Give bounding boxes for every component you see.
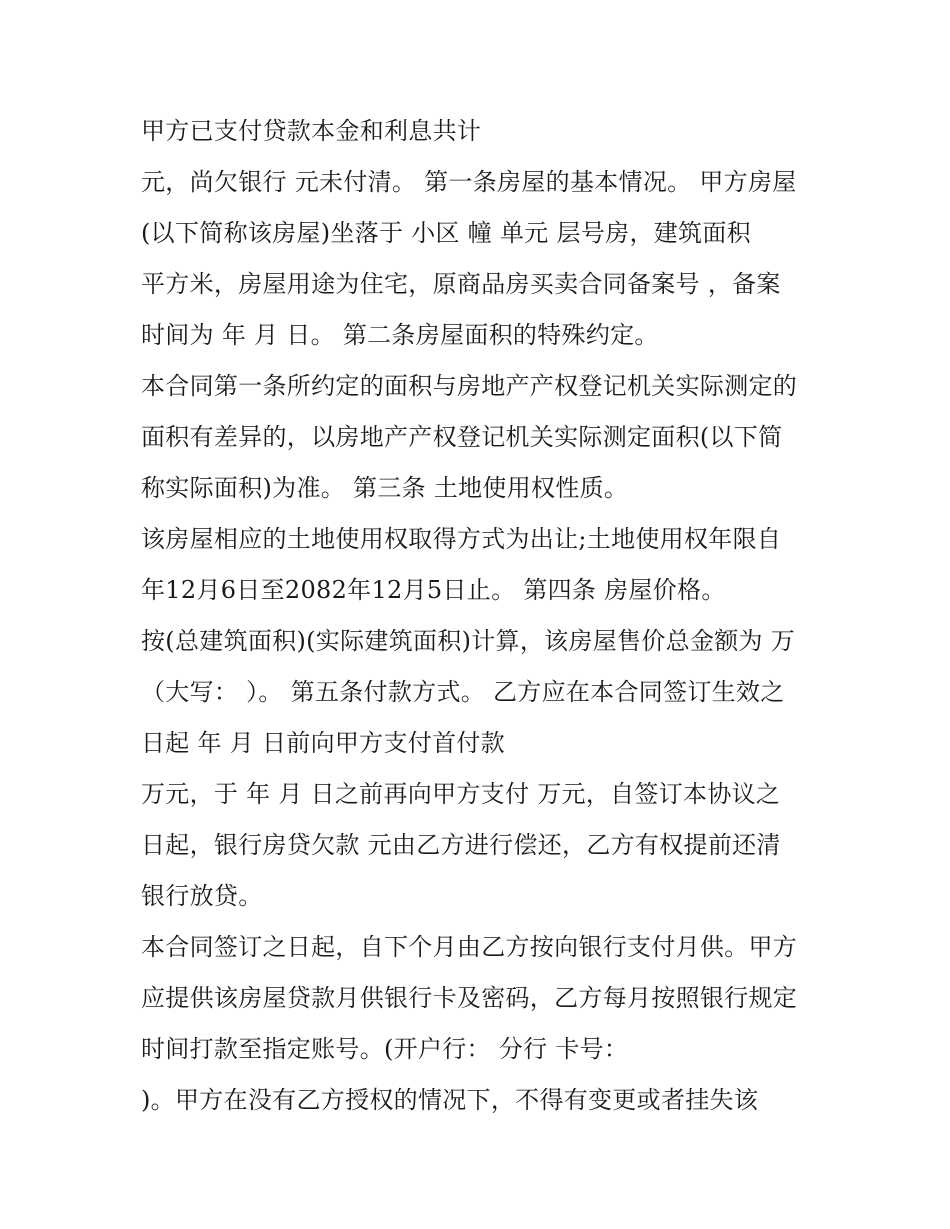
- text-line: 日起，银行房贷欠款 元由乙方进行偿还，乙方有权提前还清: [141, 831, 781, 859]
- text-line: 甲方已支付贷款本金和利息共计: [141, 117, 482, 145]
- text-line: 面积有差异的，以房地产产权登记机关实际测定面积(以下简: [141, 423, 783, 451]
- text-line: 万元，于 年 月 日之前再向甲方支付 万元，自签订本协议之: [141, 780, 781, 808]
- text-line: 本合同签订之日起，自下个月由乙方按向银行支付月供。甲方: [141, 933, 798, 961]
- text-line: (以下简称该房屋)坐落于 小区 幢 单元 层号房，建筑面积: [141, 219, 751, 247]
- text-line: 时间打款至指定账号。(开户行： 分行 卡号：: [141, 1035, 629, 1063]
- text-line: 该房屋相应的土地使用权取得方式为出让;土地使用权年限自: [141, 525, 782, 553]
- text-line: 元，尚欠银行 元未付清。 第一条房屋的基本情况。 甲方房屋: [141, 168, 797, 196]
- text-line: )。甲方在没有乙方授权的情况下，不得有变更或者挂失该: [141, 1086, 759, 1114]
- text-line: 时间为 年 月 日。 第二条房屋面积的特殊约定。: [141, 321, 659, 349]
- contract-text: [141, 111, 821, 1131]
- text-line: （大写： ）。 第五条付款方式。 乙方应在本合同签订生效之: [141, 678, 785, 706]
- text-line: 称实际面积)为准。 第三条 土地使用权性质。: [141, 474, 629, 502]
- text-line: 按(总建筑面积)(实际建筑面积)计算，该房屋售价总金额为 万: [141, 627, 796, 655]
- text-line: 日起 年 月 日前向甲方支付首付款: [141, 729, 505, 757]
- text-line: 平方米，房屋用途为住宅，原商品房买卖合同备案号 ，备案: [141, 270, 781, 298]
- text-line: 应提供该房屋贷款月供银行卡及密码，乙方每月按照银行规定: [141, 984, 798, 1012]
- text-line: 银行放贷。: [141, 882, 263, 910]
- text-line: 年12月6日至2082年12月5日止。 第四条 房屋价格。: [141, 576, 726, 604]
- text-line: 本合同第一条所约定的面积与房地产产权登记机关实际测定的: [141, 372, 798, 400]
